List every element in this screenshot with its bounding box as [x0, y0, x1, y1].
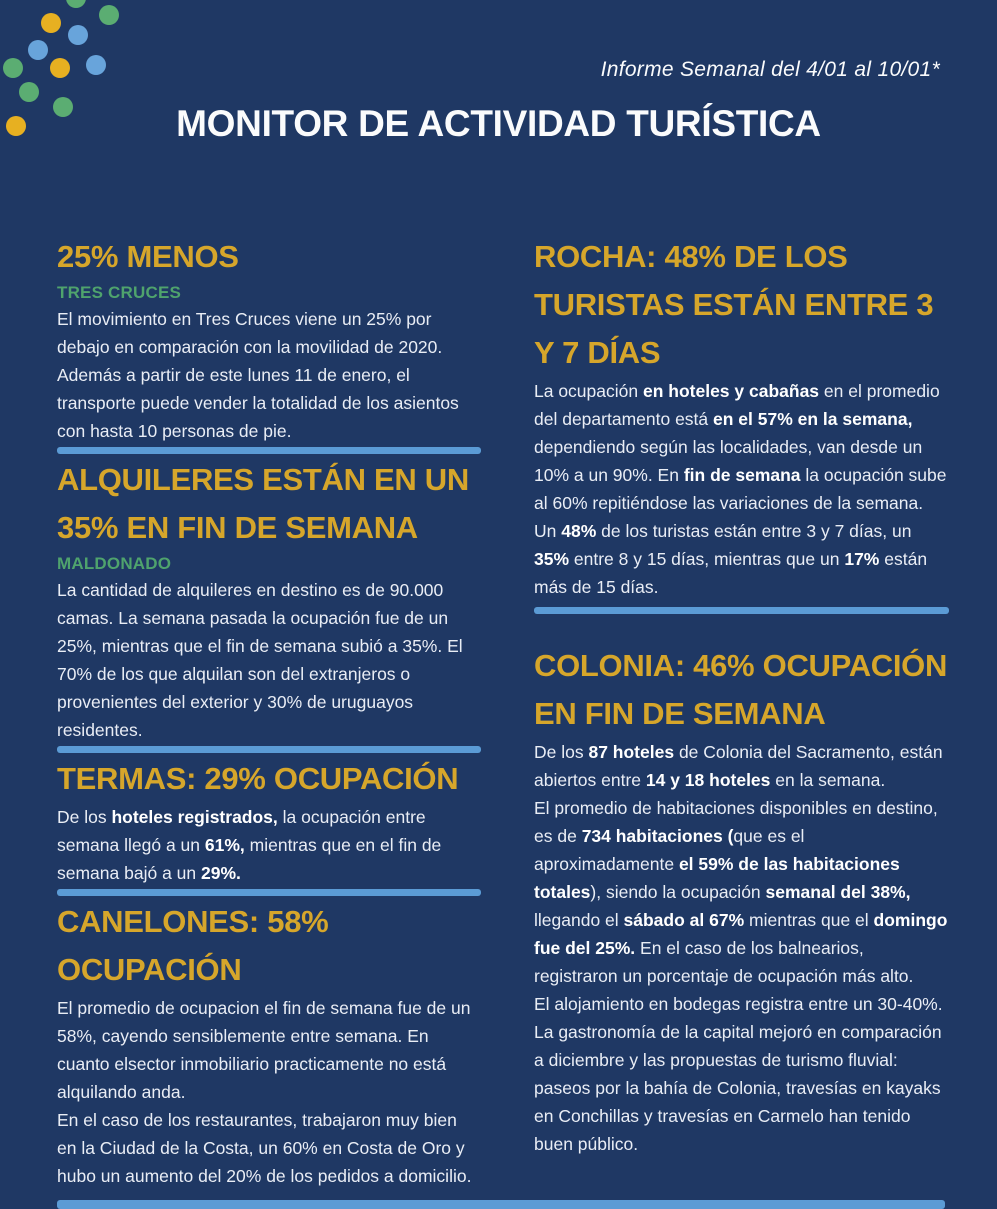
section-title: TERMAS: 29% OCUPACIÓN	[57, 761, 459, 796]
paragraph: El promedio de habitaciones disponibles en destino, es de 734 habitaciones (que es el aproximadamente el 59% de las habitaciones totales), siendo la ocupación semanal del 38%, llegando el sábado al 67% mientras que el domingo fue del 25%. En el caso de los balnearios, registraron un porcentaje de ocupación más alto.	[534, 798, 948, 986]
section-divider	[534, 607, 949, 614]
logo-dots	[0, 0, 200, 200]
green-dot	[66, 0, 86, 8]
paragraph: El alojamiento en bodegas registra entre un 30-40%.	[534, 994, 943, 1014]
blue-dot	[28, 40, 48, 60]
section-title: 25% MENOS	[57, 239, 239, 274]
section-subtitle: MALDONADO	[57, 554, 172, 573]
section-body	[57, 994, 481, 1190]
section-title: ALQUILERES ESTÁN EN UN 35% EN FIN DE SEMANA	[57, 462, 469, 545]
blue-dot	[68, 25, 88, 45]
paragraph: De los 87 hoteles de Colonia del Sacramento, están abiertos entre 14 y 18 hoteles en la semana.	[534, 742, 943, 790]
section-body	[57, 305, 481, 445]
section-termas	[57, 755, 481, 887]
section-title: ROCHA: 48% DE LOS TURISTAS ESTÁN ENTRE 3 Y 7 DÍAS	[534, 239, 934, 370]
section-divider	[57, 746, 481, 753]
section-divider	[57, 447, 481, 454]
paragraph: El movimiento en Tres Cruces viene un 25% por debajo en comparación con la movilidad de 2020. Además a partir de este lunes 11 de enero, el transporte puede vender la totalidad de los asientos con hasta 10 personas de pie.	[57, 309, 459, 441]
column-right	[534, 233, 949, 1190]
column-left	[57, 233, 481, 1190]
paragraph: De los hoteles registrados, la ocupación entre semana llegó a un 61%, mientras que en el fin de semana bajó a un 29%.	[57, 807, 442, 883]
section-maldonado	[57, 456, 481, 744]
section-body	[534, 377, 949, 601]
section-tres-cruces	[57, 233, 481, 445]
section-rocha	[534, 233, 949, 601]
section-title: COLONIA: 46% OCUPACIÓN EN FIN DE SEMANA	[534, 648, 948, 731]
section-subtitle: TRES CRUCES	[57, 283, 182, 302]
yellow-dot	[50, 58, 70, 78]
content-columns	[57, 233, 949, 1190]
report-period-label: Informe Semanal del 4/01 al 10/01*	[600, 58, 940, 81]
section-canelones	[57, 898, 481, 1190]
paragraph: La gastronomía de la capital mejoró en comparación a diciembre y las propuestas de turismo fluvial: paseos por la bahía de Colonia, travesías en kayaks en Conchillas y travesías en Carmelo han tenido buen público.	[534, 1022, 942, 1154]
section-body	[57, 576, 481, 744]
bottom-divider	[57, 1200, 945, 1209]
page-title: MONITOR DE ACTIVIDAD TURÍSTICA	[176, 103, 821, 144]
green-dot	[3, 58, 23, 78]
green-dot	[19, 82, 39, 102]
yellow-dot	[41, 13, 61, 33]
section-body	[534, 738, 949, 1158]
paragraph: El promedio de ocupacion el fin de semana fue de un 58%, cayendo sensiblemente entre semana. En cuanto elsector inmobiliario practicamente no está alquilando anda.	[57, 998, 471, 1102]
green-dot	[99, 5, 119, 25]
paragraph: En el caso de los restaurantes, trabajaron muy bien en la Ciudad de la Costa, un 60% en Costa de Oro y hubo un aumento del 20% de los pedidos a domicilio.	[57, 1110, 472, 1186]
section-colonia	[534, 642, 949, 1158]
section-divider	[57, 889, 481, 896]
paragraph: La cantidad de alquileres en destino es de 90.000 camas. La semana pasada la ocupación fue de un 25%, mientras que el fin de semana subió a 35%. El 70% de los que alquilan son del extranjeros o provenientes del exterior y 30% de uruguayos residentes.	[57, 580, 463, 740]
section-body	[57, 803, 481, 887]
paragraph: La ocupación en hoteles y cabañas en el promedio del departamento está en el 57% en la semana, dependiendo según las localidades, van desde un 10% a un 90%. En fin de semana la ocupación sube al 60% repitiéndose las variaciones de la semana. Un 48% de los turistas están entre 3 y 7 días, un 35% entre 8 y 15 días, mientras que un 17% están más de 15 días.	[534, 381, 947, 597]
blue-dot	[86, 55, 106, 75]
section-title: CANELONES: 58% OCUPACIÓN	[57, 904, 329, 987]
